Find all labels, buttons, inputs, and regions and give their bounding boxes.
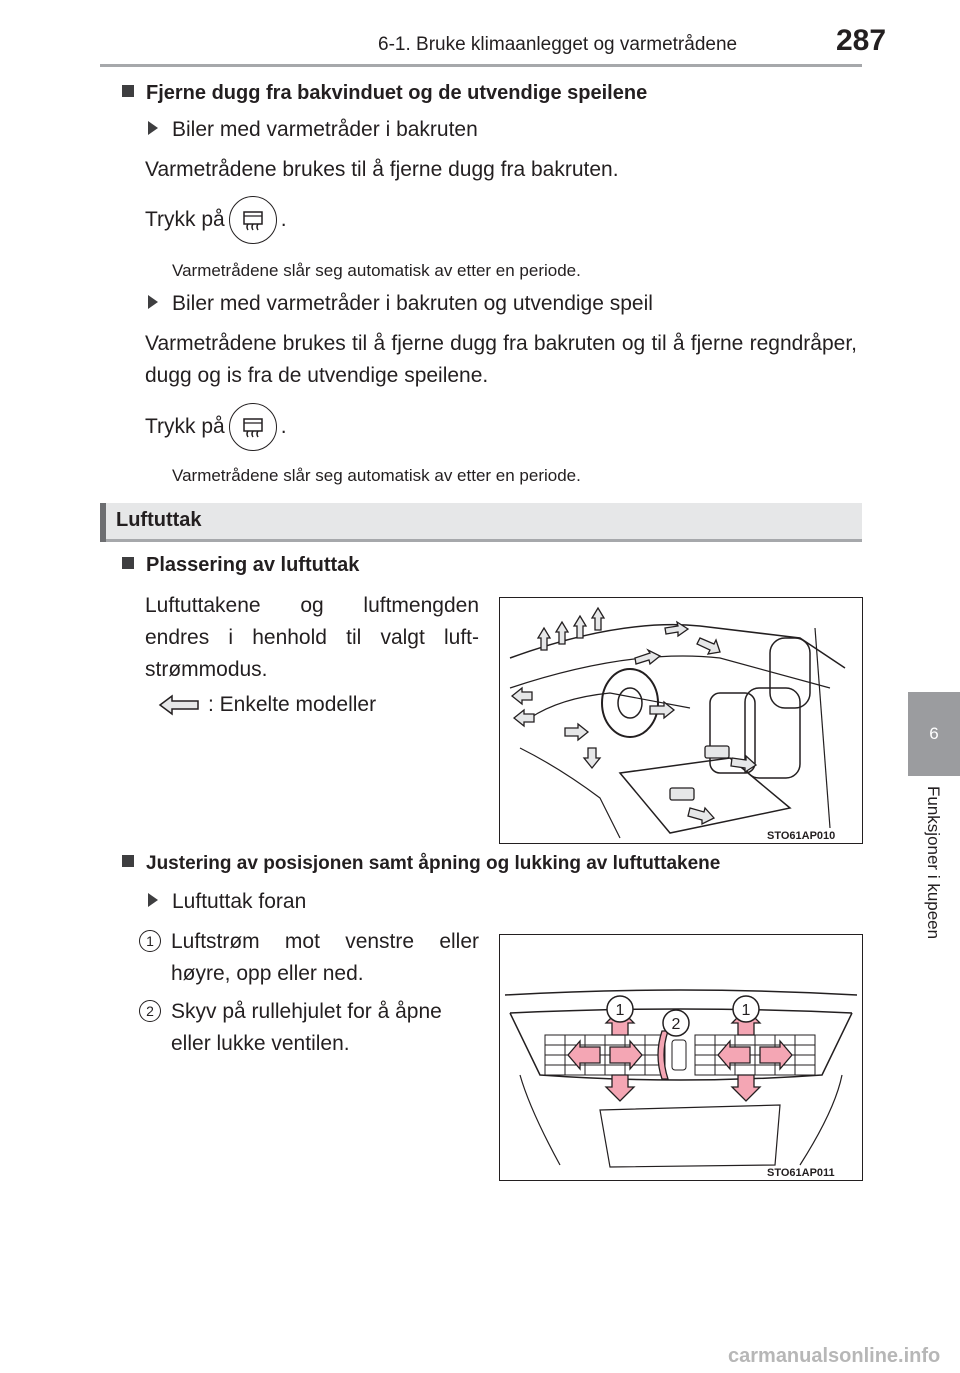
figure-vent-locations bbox=[499, 597, 863, 844]
section2-heading bbox=[122, 554, 359, 577]
section-bar-luftuttak bbox=[100, 503, 862, 542]
item2-press-end: . bbox=[280, 415, 287, 438]
chapter-tab-number bbox=[908, 692, 960, 776]
figure2-callout-1-left: 1 bbox=[615, 1002, 625, 1019]
step2-number-circle: 2 bbox=[139, 1000, 161, 1022]
chapter-title: Funksjoner i kupeen bbox=[924, 786, 943, 940]
section3-heading-text: Justering av posisjonen samt åpning og lukking av luftuttakene bbox=[146, 853, 721, 874]
section-bar-accent bbox=[100, 503, 106, 542]
item1-press-line bbox=[145, 196, 287, 244]
figure2-callout-2: 2 bbox=[671, 1016, 681, 1033]
step1-number bbox=[139, 930, 161, 952]
item2-title-text: Biler med varmetråder i bakruten og utvendige speil bbox=[172, 292, 653, 315]
square-bullet-icon bbox=[122, 557, 134, 569]
item1-press-end: . bbox=[280, 208, 287, 231]
chapter-tab-label bbox=[908, 776, 960, 1026]
front-vent-illustration bbox=[500, 935, 862, 1180]
item1-title bbox=[148, 114, 478, 146]
header-title: 6-1. Bruke klimaanlegget og varmetrådene bbox=[378, 34, 738, 55]
item2-note: Varmetrådene slår seg automatisk av etter en periode. bbox=[172, 466, 581, 485]
legend-label: : Enkelte modeller bbox=[208, 693, 377, 716]
figure2-callout-1-right: 1 bbox=[741, 1002, 751, 1019]
footer-watermark: carmanualsonline.info bbox=[728, 1345, 941, 1367]
triangle-bullet-icon bbox=[148, 893, 158, 907]
header-rule bbox=[100, 64, 862, 67]
item2-press-label: Trykk på bbox=[145, 415, 225, 438]
car-interior-illustration bbox=[500, 598, 862, 843]
section3-heading bbox=[122, 853, 720, 875]
item2-title bbox=[148, 288, 653, 320]
chapter-number: 6 bbox=[929, 724, 939, 743]
figure-front-vents bbox=[499, 934, 863, 1181]
vent-arrow-legend-icon bbox=[158, 693, 200, 717]
item2-text: Varmetrådene brukes til å fjerne dugg fra bakruten og til å fjerne regndråper, dugg og is fra de utvendige speilene. bbox=[145, 332, 857, 387]
section-bar-title: Luftuttak bbox=[116, 509, 202, 531]
legend-line bbox=[158, 689, 376, 721]
triangle-bullet-icon bbox=[148, 295, 158, 309]
section3-subheading-text: Luftuttak foran bbox=[172, 890, 307, 913]
item2-press-line bbox=[145, 403, 287, 451]
square-bullet-icon bbox=[122, 855, 134, 867]
item1-text: Varmetrådene brukes til å fjerne dugg fra bakruten. bbox=[145, 158, 619, 181]
figure1-code: STO61AP010 bbox=[767, 830, 836, 842]
section2-heading-text: Plassering av luftuttak bbox=[146, 554, 360, 576]
step1-number-circle: 1 bbox=[139, 930, 161, 952]
section1-heading bbox=[122, 82, 647, 105]
square-bullet-icon bbox=[122, 85, 134, 97]
rear-defogger-button-icon bbox=[229, 196, 277, 244]
step2-number bbox=[139, 1000, 161, 1022]
figure2-code: STO61AP011 bbox=[767, 1167, 835, 1179]
item1-press-label: Trykk på bbox=[145, 208, 225, 231]
section2-text: Luftuttakene og luftmengden endres i henhold til valgt luft-strømmodus. bbox=[145, 594, 479, 681]
rear-defogger-button-icon bbox=[229, 403, 277, 451]
page-number: 287 bbox=[836, 24, 887, 57]
section3-subheading bbox=[148, 886, 306, 918]
item1-note: Varmetrådene slår seg automatisk av etter en periode. bbox=[172, 261, 581, 280]
triangle-bullet-icon bbox=[148, 121, 158, 135]
step2-text: Skyv på rullehjulet for å åpne eller lukke ventilen. bbox=[171, 1000, 442, 1055]
step1-text: Luftstrøm mot venstre eller høyre, opp eller ned. bbox=[171, 930, 479, 985]
section1-heading-text: Fjerne dugg fra bakvinduet og de utvendige speilene bbox=[146, 82, 648, 104]
item1-title-text: Biler med varmetråder i bakruten bbox=[172, 118, 478, 141]
